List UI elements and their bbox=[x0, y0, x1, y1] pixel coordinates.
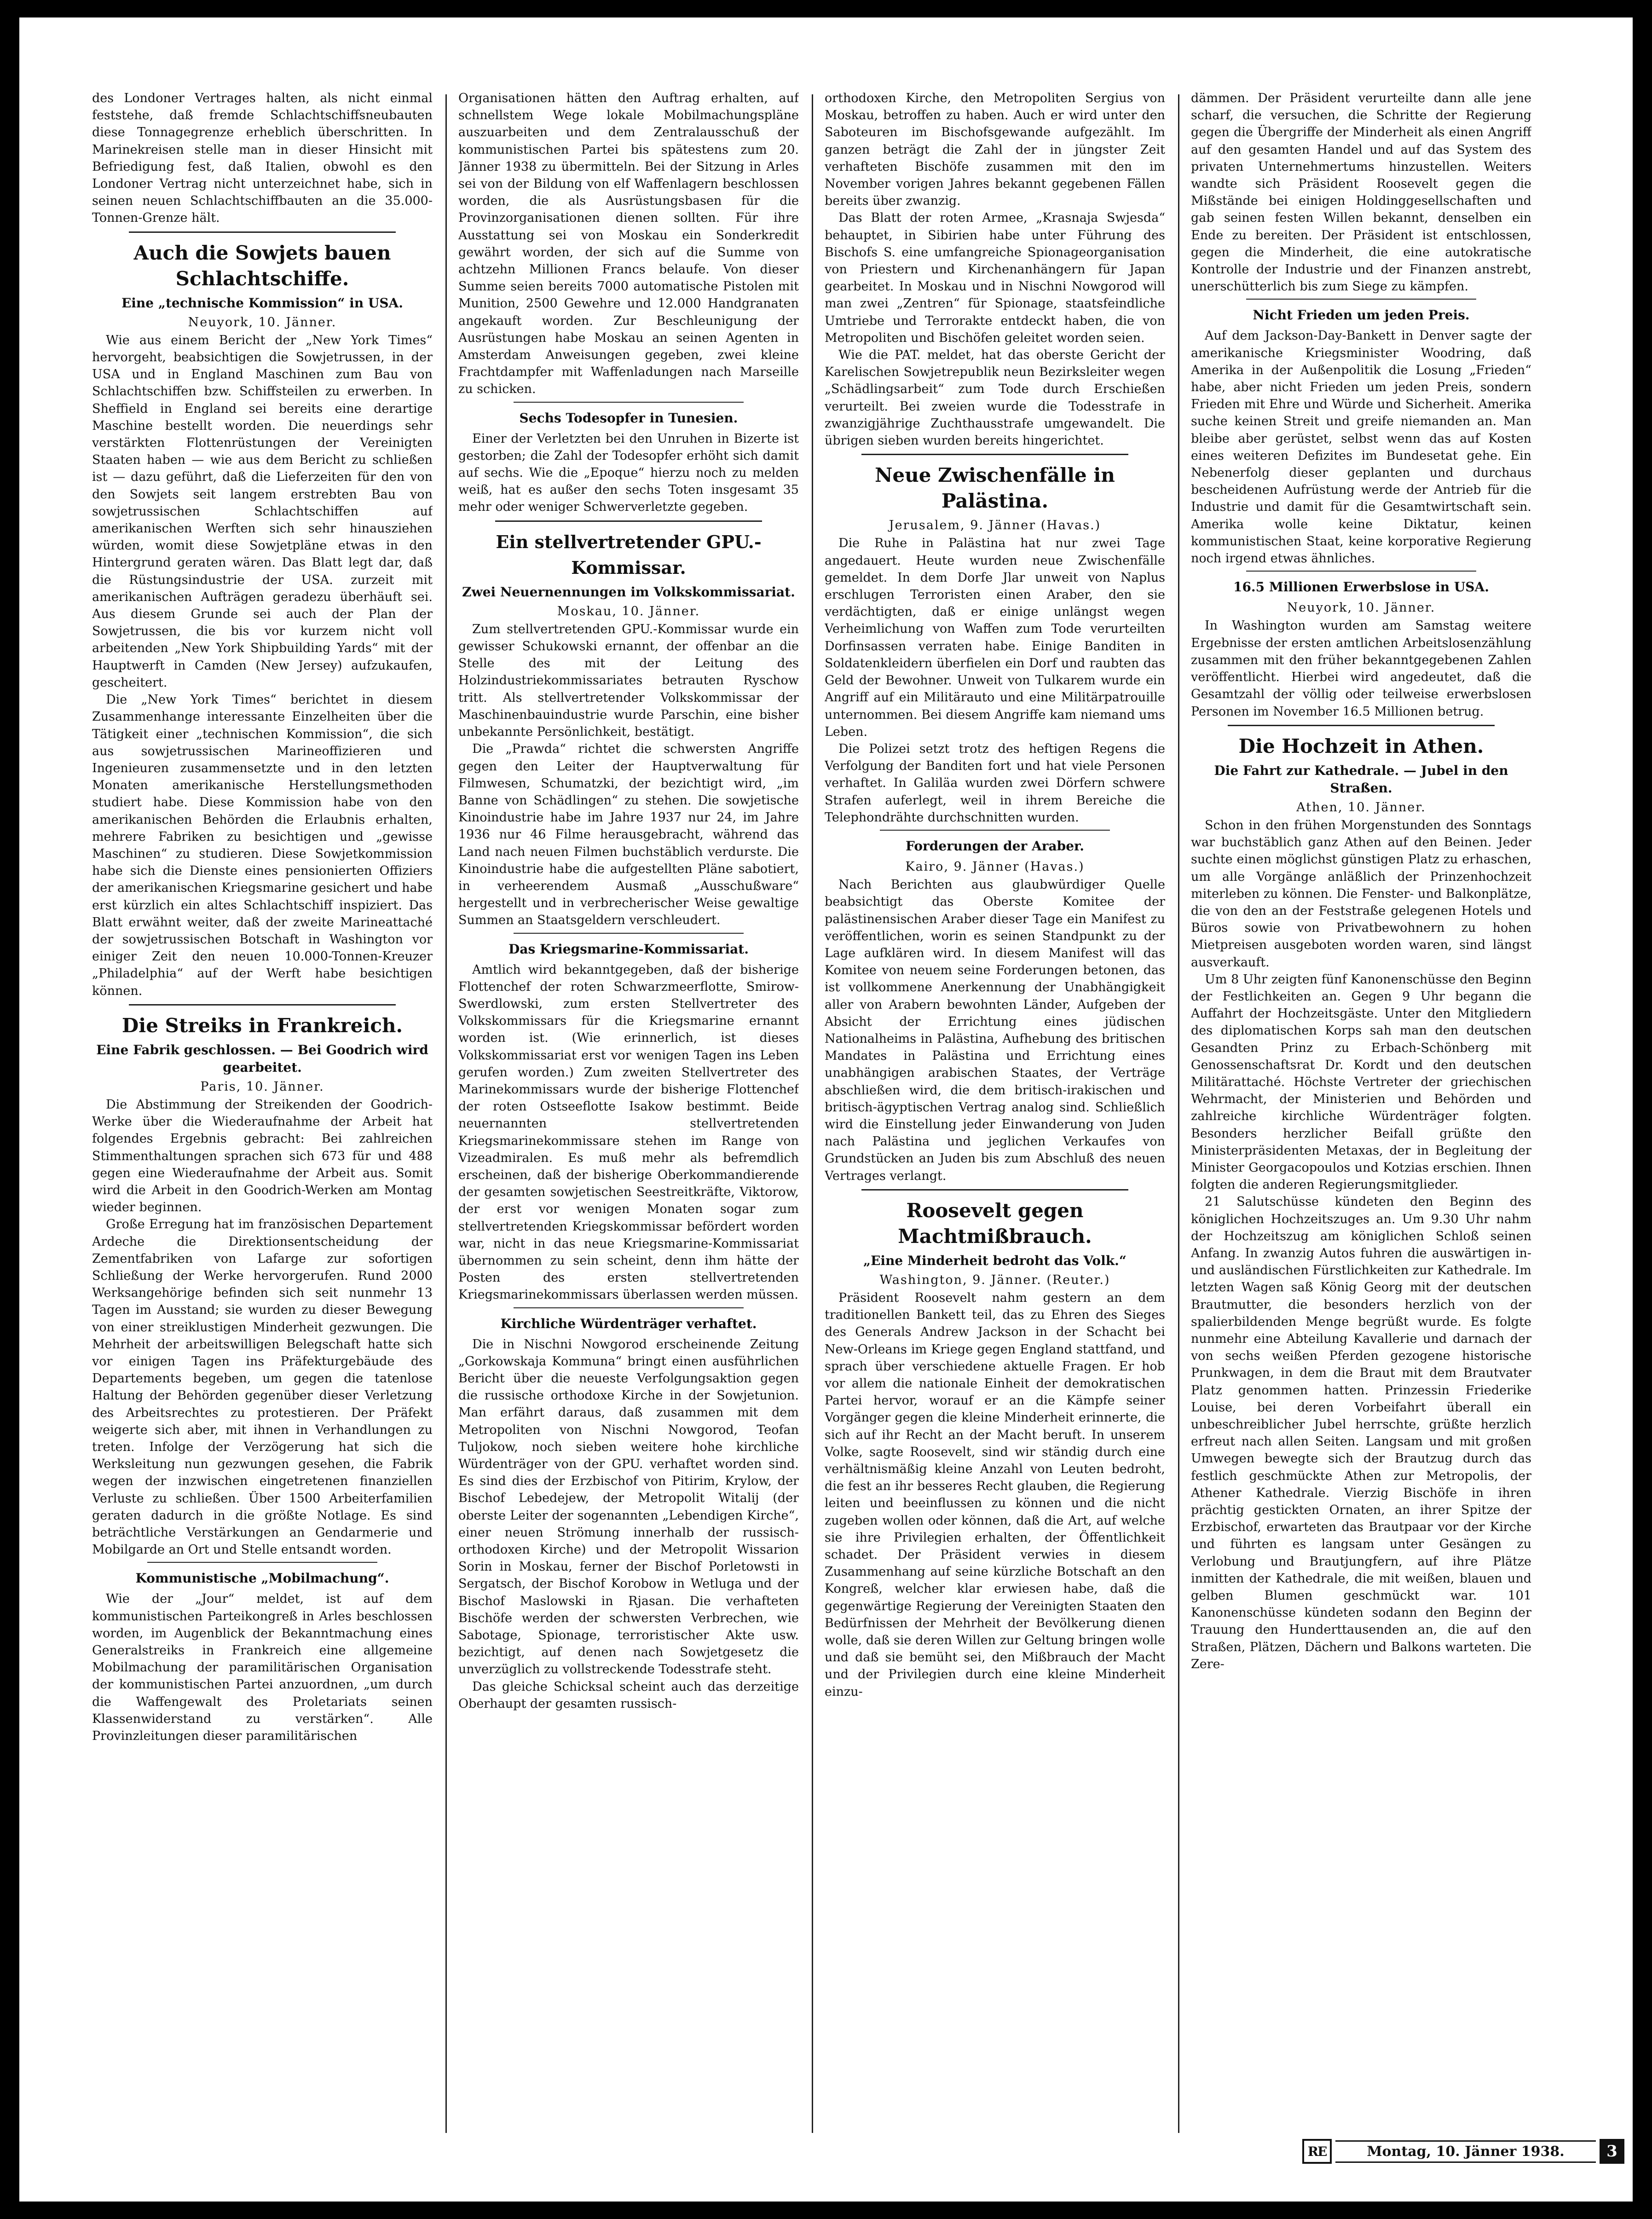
column-1 bbox=[92, 90, 433, 2151]
dateline: Washington, 9. Jänner. (Reuter.) bbox=[879, 1272, 1110, 1287]
paragraph: Schon in den frühen Morgenstunden des Sonntags war buchstäblich ganz Athen auf den Beinen. Jeder suchte einen möglichst günstigen Platz zu erhaschen, um alle Vorgänge anläßlich der Prinzenhochzeit miterleben zu können. Die Fenster- und Balkonplätze, die von den an der Feststraße gelegenen Hotels und Büros sowie von Privatbewohnern zu hohen Mietpreisen ausgeboten worden waren, sind längst ausverkauft. bbox=[1191, 818, 1531, 970]
article-continuation: dämmen. Der Präsident verurteilte dann alle jene scharf, die versuchen, die Schritte der Regierung gegen die Übergriffe der Minderheit als einen Angriff auf den gesamten Handel und auf das System des privaten Unternehmertums hinzustellen. Weiters wandte sich Präsident Roosevelt gegen die Mißstände bei einigen Holdinggesellschaften und gab seinen festen Willen bekannt, denselben ein Ende zu bereiten. Der Präsident ist entschlossen, gegen die Minderheit, die eine autokratische Kontrolle der Industrie und der Finanzen anstrebt, unerschütterlich bis zum Siege zu kämpfen. bbox=[1191, 91, 1531, 294]
divider bbox=[147, 1562, 377, 1563]
paragraph: Nach Berichten aus glaubwürdiger Quelle beabsichtigt das Oberste Komitee der palästinensischen Araber dieser Tage ein Manifest zu veröffentlichen, worin es seinen Standpunkt zu der Lage aufklären wird. In diesem Manifest will das Komitee von neuem seine Forderungen betonen, das ist vollkommene Anerkennung der Unabhängigkeit aller von Arabern bewohnten Länder, Aufgeben der Absicht der Errichtung eines jüdischen Nationalheims in Palästina, Aufhebung des britischen Mandates in Palästina und Errichtung eines unabhängigen arabischen Staates, der Verträge abschließen wird, die dem britisch-irakischen und britisch-ägyptischen Vertrag analog sind. Schließlich wird die Einstellung jeder Einwanderung von Juden nach Palästina und jeglichen Verkaufes von Grundstücken an Juden bis zum Abschluß des neuen Vertrages verlangt. bbox=[825, 878, 1165, 1183]
divider bbox=[1246, 299, 1476, 300]
headline-forderungen-araber: Forderungen der Araber. bbox=[906, 838, 1084, 854]
scan-edge-bottom bbox=[0, 2202, 1652, 2219]
divider bbox=[129, 231, 396, 233]
subheadline: „Eine Minderheit bedroht das Volk.“ bbox=[863, 1253, 1127, 1268]
headline-sowjets-schlachtschiffe: Auch die Sowjets bauen Schlachtschiffe. bbox=[133, 241, 391, 290]
divider bbox=[514, 1307, 744, 1308]
paragraph: Die „New York Times“ berichtet in diesem Zusammenhange interessante Einzelheiten über die Tätigkeit einer „technischen Kommission“, die sich aus sowjetrussischen Marineoffizieren und Ingenieuren zusammensetzte und in den letzten Monaten amerikanische Herstellungsmethoden studiert habe. Diese Kommission habe von den amerikanischen Behörden die Erlaubnis erhalten, mehrere Fabriken zu besichtigen und „gewisse Maschinen“ zu studieren. Diese Sowjetkommission habe sich die Dienste eines pensionierten Offiziers der amerikanischen Kriegsmarine gesichert und habe erst kürzlich ein altes Schlachtschiff inspiziert. Das Blatt erwähnt weiter, daß der zweite Marineattaché der sowjetrussischen Botschaft in Washington vor einiger Zeit den neuen 10.000-Tonnen-Kreuzer „Philadelphia“ auf der Werft habe besichtigen können. bbox=[92, 693, 433, 998]
paragraph: 21 Salutschüsse kündeten den Beginn des königlichen Hochzeitszuges an. Um 9.30 Uhr nahm der Hochzeitszug am königlichen Schloß seinen Anfang. In zwanzig Autos fuhren die auswärtigen in- und ausländischen Fürstlichkeiten zur Kathedrale. Im letzten Wagen saß König Georg mit der deutschen Brautmutter, die besonders herzlich von der spalierbildenden Menge begrüßt wurde. Es folgte nunmehr eine Abteilung Kavallerie und darnach der von sechs weißen Pferden gezogene historische Prunkwagen, in dem die Braut mit dem Brautvater Platz genommen hatten. Prinzessin Friederike Louise, bei deren Vorbeifahrt überall ein unbeschreiblicher Jubel herrschte, grüßte herzlich erfreut nach allen Seiten. Langsam und mit großen Umwegen bewegte sich der Brautzug durch das festlich geschmückte Athen zur Metropolis, der Athener Kathedrale. Vierzig Bischöfe in ihren prächtig gestickten Ornaten, an ihrer Spitze der Erzbischof, erwarteten das Brautpaar vor der Kirche und führten es langsam unter Gesängen zu Verlobung und Brautjungfern, auf ihre Plätze inmitten der Kathedrale, die mit weißen, blauen und gelben Blumen geschmückt war. 101 Kanonenschüsse kündeten sodann den Beginn der Trauung den Hunderttausenden an, die auf den Straßen, Plätzen, Dächern und Balkons warteten. Die Zere- bbox=[1191, 1195, 1531, 1671]
divider bbox=[880, 830, 1110, 831]
dateline: Kairo, 9. Jänner (Havas.) bbox=[905, 859, 1085, 874]
subheadline: Eine Fabrik geschlossen. — Bei Goodrich wird gearbeitet. bbox=[96, 1042, 428, 1075]
column-rule bbox=[1178, 94, 1179, 2133]
divider bbox=[1228, 725, 1495, 726]
page-number: 3 bbox=[1600, 2139, 1624, 2164]
paragraph: In Washington wurden am Samstag weitere Ergebnisse der ersten amtlichen Arbeitslosenzählung zusammen mit den früher bekanntgegebenen Zahlen veröffentlicht. Hierbei wird angedeutet, daß die Gesamtzahl der völlig oder teilweise erwerbslosen Personen im November 16.5 Millionen betrug. bbox=[1191, 618, 1531, 719]
headline-roosevelt-machtmissbrauch: Roosevelt gegen Machtmißbrauch. bbox=[898, 1199, 1092, 1248]
column-rule bbox=[812, 94, 813, 2133]
paragraph: Die „Prawda“ richtet die schwersten Angriffe gegen den Leiter der Hauptverwaltung für Filmwesen, Schumatzki, der bezichtigt wird, „im Banne von Schädlingen“ zu stehen. Die sowjetische Kinoindustrie habe im Jahre 1937 nur 24, im Jahre 1936 nur 46 Filme herausgebracht, während das Land nach neuen Filmen buchstäblich verdurste. Die Kinoindustrie habe die aufgestellten Pläne sabotiert, in verheerendem Ausmaß „Ausschußware“ hergestellt und in verbrecherischer Weise gewaltige Summen an Staatsgeldern verschleudert. bbox=[458, 742, 799, 928]
paragraph: Um 8 Uhr zeigten fünf Kanonenschüsse den Beginn der Festlichkeiten an. Gegen 9 Uhr begann die Auffahrt der Hochzeitsgäste. Unter den Mitgliedern des diplomatischen Korps sah man den deutschen Gesandten Prinz zu Erbach-Schönberg mit Genossenschaftsrat Dr. Kordt und den deutschen Militärattaché. Höchste Vertreter der griechischen Wehrmacht, der Ministerien und Behörden und zahlreiche kirchliche Würdenträger folgten. Besonders herzlicher Beifall grüßte den Ministerpräsidenten Metaxas, der in Begleitung der Minister Georgacopoulos und Kotzias erschien. Ihnen folgten die anderen Regierungsmitglieder. bbox=[1191, 972, 1531, 1192]
subheadline: Die Fahrt zur Kathedrale. — Jubel in den Straßen. bbox=[1214, 763, 1508, 796]
paragraph: Präsident Roosevelt nahm gestern an dem traditionellen Bankett teil, das zu Ehren des Sieges des Generals Andrew Jackson in der Schacht bei New-Orleans im Kriege gegen England stattfand, und sprach über verschiedene aktuelle Fragen. Er hob vor allem die nationale Einheit der demokratischen Partei hervor, worauf er an die Kämpfe seiner Vorgänger gegen die kleine Minderheit erinnerte, die sich auf ihr Recht an der Macht beruft. In unserem Volke, sagte Roosevelt, sind wir ständig durch eine verhältnismäßig kleine Anzahl von Leuten bedroht, die fest an ihr besseres Recht glauben, die Regierung leiten und beeinflussen zu können und die nicht zugeben wollen oder können, daß die Art, auf welche sie ihre Privilegien erhalten, der Öffentlichkeit schadet. Der Präsident verwies in diesem Zusammenhang auf seine kürzliche Botschaft an den Kongreß, welcher klar erwiesen habe, daß die gegenwärtige Regierung der Vereinigten Staaten den Bedürfnissen der Mehrheit der Bevölkerung dienen wolle, daß sie deren Willen zur Geltung bringen wolle und daß sie bemüht sei, den Mißbrauch der Macht und der Privilegien durch eine kleine Minderheit einzu- bbox=[825, 1290, 1165, 1699]
headline-erwerbslose-usa: 16.5 Millionen Erwerbslose in USA. bbox=[1233, 579, 1490, 595]
paragraph: Wie die PAT. meldet, hat das oberste Gericht der Karelischen Sowjetrepublik neun Bezirksleiter wegen „Schädlingsarbeit“ zum Tode durch Erschießen verurteilt. Bei zweien wurde die Todesstrafe in zwanzigjährige Zuchthausstrafe umgewandelt. Die übrigen sieben wurden bereits hingerichtet. bbox=[825, 348, 1165, 448]
divider bbox=[514, 402, 744, 403]
paragraph: Die Abstimmung der Streikenden der Goodrich-Werke über die Wiederaufnahme der Arbeit hat folgendes Ergebnis gebracht: Bei zahlreichen Stimmenthaltungen sprachen sich 673 für und 488 gegen eine Wiederaufnahme der Arbeit aus. Somit wird die Arbeit in den Goodrich-Werken am Montag wieder beginnen. bbox=[92, 1097, 433, 1215]
paragraph: Die in Nischni Nowgorod erscheinende Zeitung „Gorkowskaja Kommuna“ bringt einen ausführlichen Bericht über die neueste Verfolgungsaktion gegen die russische orthodoxe Kirche in der Sowjetunion. Man erfährt daraus, daß zusammen mit dem Metropoliten von Nischni Nowgorod, Teofan Tuljokow, noch sieben weitere hohe kirchliche Würdenträger von der GPU. verhaftet worden sind. Es sind dies der Erzbischof von Pitirim, Krylow, der Bischof Lebedejew, der Metropolit Witalij (der oberste Leiter der sogenannten „Lebendigen Kirche“, einer neuen Strömung innerhalb der russisch-orthodoxen Kirche) und der Metropolit Wissarion Sorin in Moskau, ferner der Bischof Porletowsti in Sergatsch, der Bischof Korobow in Wetluga und der Bischof Maslowski in Rjasan. Die verhafteten Bischöfe werden der schwersten Verbrechen, wie Sabotage, Spionage, terroristischer Akte usw. bezichtigt, auf denen nach Sowjetgesetz die unverzüglich zu vollstreckende Todesstrafe steht. bbox=[458, 1337, 799, 1677]
paragraph: Amtlich wird bekanntgegeben, daß der bisherige Flottenchef der roten Schwarzmeerflotte, Smirow-Swerdlowski, zum ersten Stellvertreter des Volkskommissars für die Kriegsmarine ernannt worden ist. (Wie erinnerlich, ist dieses Volkskommissariat erst vor wenigen Tagen ins Leben gerufen worden.) Zum zweiten Stellvertreter des Marinekommissars wurde der bisherige Flottenchef der roten Ostseeflotte Isakow bestimmt. Beide neuernannten stellvertretenden Kriegsmarinekommissare stehen im Range von Vizeadmiralen. Es muß mehr als befremdlich erscheinen, daß der bisherige Oberkommandierende der gesamten sowjetischen Seestreitkräfte, Viktorow, der erst vor wenigen Monaten sogar zum stellvertretenden Kriegskommissar befördert worden war, nicht in das neue Kriegsmarine-Kommissariat übernommen zu sein scheint, denn ihm hätte der Posten des ersten stellvertretenden Kriegsmarinekommissars überlassen werden müssen. bbox=[458, 962, 799, 1302]
headline-streiks-frankreich: Die Streiks in Frankreich. bbox=[121, 1014, 403, 1037]
headline-kommunistische-mobilmachung: Kommunistische „Mobilmachung“. bbox=[135, 1571, 389, 1586]
subheadline: Eine „technische Kommission“ in USA. bbox=[121, 295, 404, 311]
divider bbox=[861, 454, 1128, 455]
paragraph: Die Polizei setzt trotz des heftigen Regens die Verfolgung der Banditen fort und hat viele Personen verhaftet. In Galiläa wurden zwei Dörfern schwere Strafen auferlegt, weil in ihrem Bereiche die Telephondrähte durchschnitten wurden. bbox=[825, 741, 1165, 825]
dateline: Neuyork, 10. Jänner. bbox=[188, 315, 337, 329]
divider bbox=[129, 1004, 396, 1005]
issue-date: Montag, 10. Jänner 1938. bbox=[1335, 2140, 1596, 2163]
dateline: Jerusalem, 9. Jänner (Havas.) bbox=[889, 518, 1101, 533]
article-continuation: Organisationen hätten den Auftrag erhalten, auf schnellstem Wege lokale Mobilmachungspläne auszuarbeiten und dem Zentralausschuß der kommunistischen Partei bis spätestens zum 20. Jänner 1938 zu übermitteln. Bei der Sitzung in Arles sei von der Bildung von elf Waffenlagern beschlossen worden, die als Ausrüstungsbasen für die Provinzorganisationen dienen sollten. Für ihre Ausstattung sei von Moskau ein Sonderkredit gewährt worden, der sich auf die Summe von achtzehn Millionen Francs belaufe. Von dieser Summe seien bereits 7000 automatische Pistolen mit Munition, 2500 Gewehre und 12.000 Handgranaten angekauft worden. Zur Beschleunigung der Ausrüstungen habe Moskau an seinen Agenten in Amsterdam Anweisungen gegeben, zwei kleine Frachtdampfer mit Waffenladungen nach Marseille zu schicken. bbox=[458, 91, 799, 397]
column-rule bbox=[445, 94, 447, 2133]
article-continuation: orthodoxen Kirche, den Metropoliten Sergius von Moskau, betroffen zu haben. Auch er wird unter den Saboteuren im Bischofsgewande aufgezählt. Im ganzen beträgt die Zahl der in jüngster Zeit verhafteten Bischöfe zusammen mit den im November vorigen Jahres bekannt gegebenen Fällen bereits über zwanzig. bbox=[825, 91, 1165, 208]
headline-wuerdentraeger-verhaftet: Kirchliche Würdenträger verhaftet. bbox=[500, 1316, 757, 1331]
headline-zwischenfaelle-palaestina: Neue Zwischenfälle in Palästina. bbox=[875, 464, 1115, 513]
column-2 bbox=[458, 90, 799, 2151]
column-3 bbox=[825, 90, 1165, 2151]
paragraph: Das gleiche Schicksal scheint auch das derzeitige Oberhaupt der gesamten russisch- bbox=[458, 1679, 799, 1711]
paragraph: Große Erregung hat im französischen Departement Ardeche die Direktionsentscheidung der Zementfabriken von Lafarge zur sofortigen Schließung der Werke hervorgerufen. Rund 2000 Werksangehörige befinden sich seit nunmehr 13 Tagen im Ausstand; sie wurden zu dieser Bewegung von einer streiklustigen Minderheit gezwungen. Die Mehrheit der arbeitswilligen Belegschaft hatte sich vor einigen Tagen ins Präfekturgebäude des Departements begeben, um gegen die tatenlose Haltung der Behörden gegenüber dieser Verletzung des Arbeitsrechtes zu protestieren. Der Präfekt weigerte sich aber, mit ihnen in Verhandlungen zu treten. Infolge der Verzögerung hat sich die Werksleitung nun gezwungen gesehen, die Fabrik wegen der inzwischen eingetretenen finanziellen Verluste zu schließen. Über 1500 Arbeiterfamilien geraten dadurch in die größte Notlage. Es sind beträchtliche Verstärkungen an Gendarmerie und Mobilgarde an Ort und Stelle entsandt worden. bbox=[92, 1217, 433, 1557]
newspaper-logo: RE bbox=[1302, 2139, 1332, 2164]
dateline: Neuyork, 10. Jänner. bbox=[1287, 601, 1436, 615]
newspaper-page bbox=[92, 90, 1617, 2165]
divider bbox=[514, 933, 744, 934]
scan-edge-left bbox=[0, 0, 19, 2219]
subheadline: Zwei Neuernennungen im Volkskommissariat. bbox=[462, 584, 795, 600]
paragraph: Wie der „Jour“ meldet, ist auf dem kommunistischen Parteikongreß in Arles beschlossen worden, im Augenblick der Bekanntmachung eines Generalstreiks in Frankreich eine allgemeine Mobilmachung der paramilitärischen Organisation der kommunistischen Partei anzuordnen, „um durch die Waffengewalt des Proletariats seinen Klassenwiderstand zu verstärken“. Alle Provinzleitungen dieser paramilitärischen bbox=[92, 1592, 433, 1744]
article-continuation: des Londoner Vertrages halten, als nicht einmal feststehe, daß fremde Schlachtschiffsneubauten diese Tonnagegrenze erheblich überschritten. In Marinekreisen stelle man in dieser Hinsicht mit Befriedigung fest, daß Italien, obwohl es den Londoner Vertrag nicht unterzeichnet habe, sich in seinen neuen Schlachtschiffbauten an die 35.000-Tonnen-Grenze hält. bbox=[92, 91, 433, 225]
headline-hochzeit-athen: Die Hochzeit in Athen. bbox=[1238, 734, 1484, 757]
paragraph: Zum stellvertretenden GPU.-Kommissar wurde ein gewisser Schukowski ernannt, der offenbar an die Stelle des mit der Leitung des Holzindustriekommissariates betrauten Ryschow tritt. Als stellvertretender Volkskommissar der Maschinenbauindustrie wurde Parschin, eine bisher unbekannte Persönlichkeit, bestätigt. bbox=[458, 622, 799, 740]
headline-gpu-kommissar: Ein stellvertretender GPU.-Kommissar. bbox=[496, 531, 762, 578]
scan-edge-right bbox=[1633, 0, 1652, 2219]
headline-kriegsmarine-kommissariat: Das Kriegsmarine-Kommissariat. bbox=[508, 941, 749, 957]
headline-todesopfer-tunesien: Sechs Todesopfer in Tunesien. bbox=[519, 410, 738, 426]
paragraph: Das Blatt der roten Armee, „Krasnaja Swjesda“ behauptet, in Sibirien habe unter Führung des Bischofs S. eine umfangreiche Spionageorganisation von Priestern und Kirchenanhängern für Japan gearbeitet. In Moskau und in Nischni Nowgorod will man zwei „Zentren“ für Spionage, staatsfeindliche Umtriebe und Terrorakte entdeckt haben, die von Metropoliten und Bischöfen geleitet worden seien. bbox=[825, 211, 1165, 345]
paragraph: Wie aus einem Bericht der „New York Times“ hervorgeht, beabsichtigen die Sowjetrussen, in der USA und in England Maschinen zum Bau von Schlachtschiffen bzw. Schiffsteilen zu erwerben. In Sheffield in England sei bereits eine derartige Maschine bestellt worden. Die neuerdings sehr verstärkten Flottenrüstungen der Vereinigten Staaten haben — wie aus dem Bericht zu schließen ist — dazu geführt, daß die Lieferzeiten für den von den Sowjets seit langem erstrebten Bau von sowjetrussischen Schlachtschiffen auf amerikanischen Werften sich sehr hinausziehen würden, womit diese Sowjetpläne etwas in den Hintergrund geraten wären. Das Blatt legt dar, daß die Rüstungsindustrie der USA. zurzeit mit amerikanischen Aufträgen geradezu überhäuft sei. Aus diesem Grunde sei auch der Plan der Sowjetrussen, die bis vor kurzem nicht voll arbeitenden „New York Shipbuilding Yards“ mit der Hauptwerft in Camden (New Jersey) aufzukaufen, gescheitert. bbox=[92, 333, 433, 690]
divider bbox=[495, 520, 762, 522]
headline-nicht-frieden: Nicht Frieden um jeden Preis. bbox=[1253, 307, 1470, 323]
divider bbox=[1246, 571, 1476, 572]
column-4 bbox=[1191, 90, 1531, 2041]
page-footer bbox=[1302, 2138, 1624, 2165]
dateline: Athen, 10. Jänner. bbox=[1296, 800, 1426, 815]
dateline: Paris, 10. Jänner. bbox=[200, 1079, 324, 1094]
paragraph: Die Ruhe in Palästina hat nur zwei Tage angedauert. Heute wurden neue Zwischenfälle gemeldet. In dem Dorfe Jlar unweit von Naplus erschlugen Terroristen einen Araber, den sie verdächtigten, daß er einige unlängst wegen Verheimlichung von Waffen zum Tode verurteilten Dorfinsassen verraten habe. Einige Banditen in Soldatenkleidern überfielen ein Dorf und raubten das Geld der Bewohner. Unweit von Tulkarem wurde ein Angriff auf ein Militärauto und eine Militärpatrouille unternommen. Bei diesem Angriffe kam niemand ums Leben. bbox=[825, 536, 1165, 739]
dateline: Moskau, 10. Jänner. bbox=[557, 604, 700, 618]
divider bbox=[861, 1189, 1128, 1190]
paragraph: Auf dem Jackson-Day-Bankett in Denver sagte der amerikanische Kriegsminister Woodring, daß Amerika in der Außenpolitik die Losung „Frieden“ habe, aber nicht Frieden um jeden Preis, sondern Frieden mit Ehre und Würde und Sicherheit. Amerika suche keinen Streit und greife niemanden an. Man bleibe aber gerüstet, selbst wenn das auf Kosten eines weiteren Defizites im Bundesetat gehe. Ein Nebenerfolg dieser geplanten und durchaus bescheidenen Aufrüstung werde der Antrieb für die Industrie und damit für die Gesamtwirtschaft sein. Amerika wolle keine Diktatur, keinen kommunistischen Staat, keine korporative Regierung noch irgend etwas ähnliches. bbox=[1191, 329, 1531, 566]
paragraph: Einer der Verletzten bei den Unruhen in Bizerte ist gestorben; die Zahl der Todesopfer erhöht sich damit auf sechs. Wie die „Epoque“ hierzu noch zu melden weiß, hat es außer den sechs Toten insgesamt 35 mehr oder weniger Schwerverletzte gegeben. bbox=[458, 431, 799, 514]
scan-edge-top bbox=[0, 0, 1652, 17]
